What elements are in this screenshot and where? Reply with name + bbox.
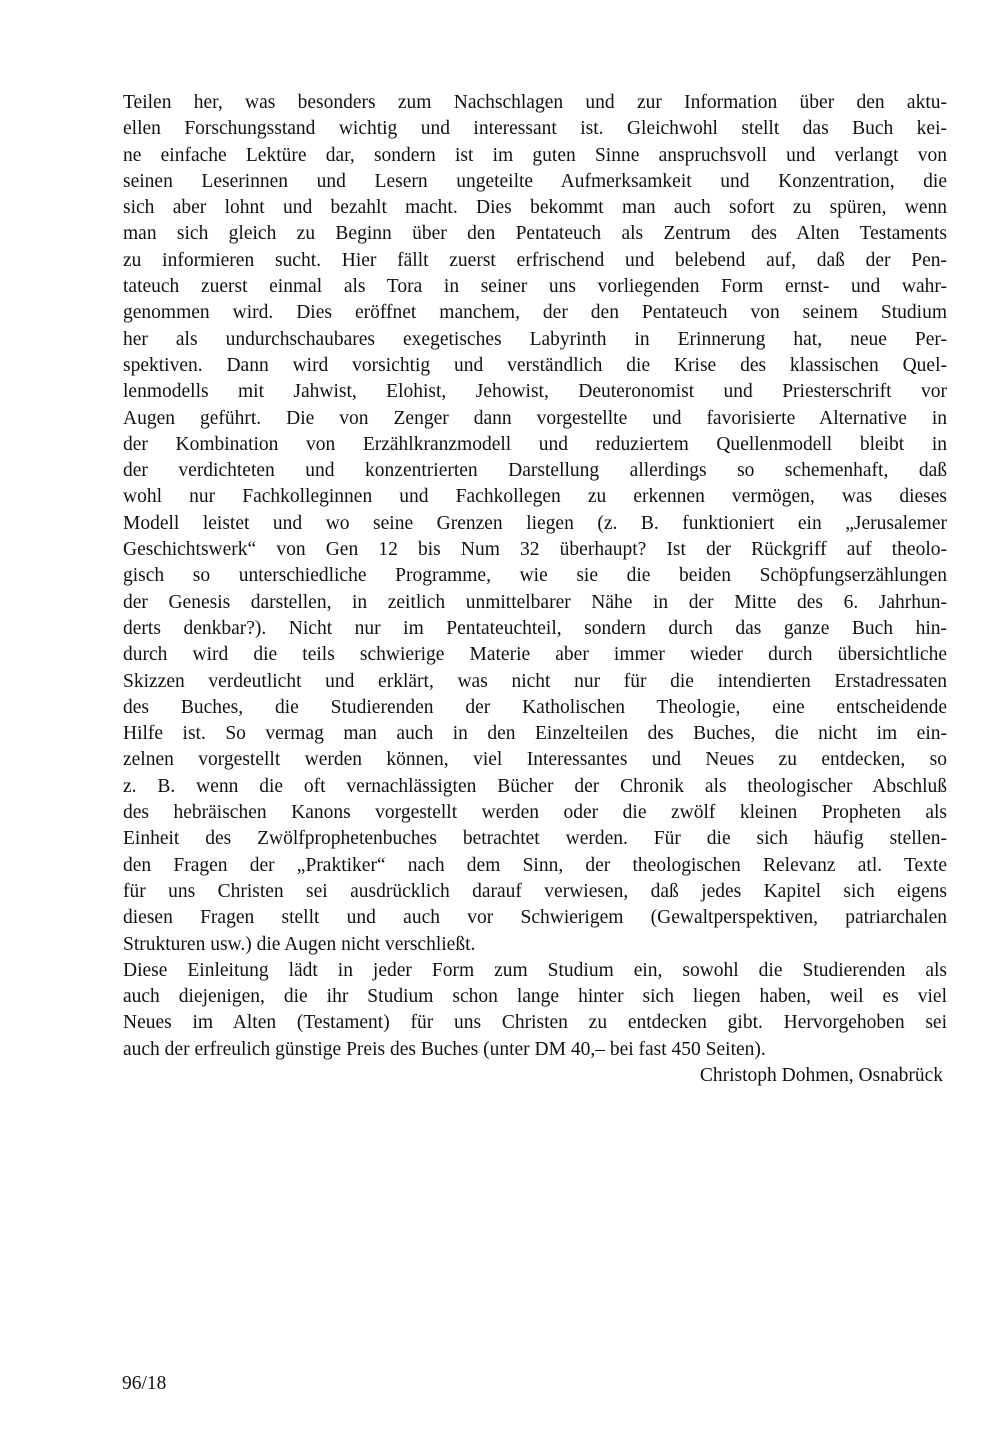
text-line: sich aber lohnt und bezahlt macht. Dies bekommt man auch sofort zu spüren, wenn bbox=[123, 197, 947, 219]
text-line: den Fragen der „Praktiker“ nach dem Sinn, der theologischen Relevanz atl. Texte bbox=[123, 854, 947, 876]
text-line: der verdichteten und konzentrierten Darstellung allerdings so schemenhaft, daß bbox=[123, 460, 947, 482]
text-line: durch wird die teils schwierige Materie aber immer wieder durch übersichtliche bbox=[123, 644, 947, 666]
text-line: seinen Leserinnen und Lesern ungeteilte Aufmerksamkeit und Konzentration, die bbox=[123, 170, 947, 192]
text-line: des Buches, die Studierenden der Katholischen Theologie, eine entscheidende bbox=[123, 696, 947, 718]
text-line: Teilen her, was besonders zum Nachschlagen und zur Information über den aktu- bbox=[123, 92, 947, 113]
text-line: derts denkbar?). Nicht nur im Pentateuchteil, sondern durch das ganze Buch hin- bbox=[123, 617, 947, 639]
text-line: Diese Einleitung lädt in jeder Form zum Studium ein, sowohl die Studierenden als bbox=[123, 959, 947, 981]
text-line: für uns Christen sei ausdrücklich darauf verwiesen, daß jedes Kapitel sich eigens bbox=[123, 880, 947, 902]
text-line: Hilfe ist. So vermag man auch in den Einzelteilen des Buches, die nicht im ein- bbox=[123, 723, 947, 745]
text-line: Einheit des Zwölfprophetenbuches betrachtet werden. Für die sich häufig stellen- bbox=[123, 828, 947, 850]
text-line: Augen geführt. Die von Zenger dann vorgestellte und favorisierte Alternative in bbox=[123, 407, 947, 429]
text-line: auch diejenigen, die ihr Studium schon lange hinter sich liegen haben, weil es viel bbox=[123, 986, 947, 1008]
text-line: genommen wird. Dies eröffnet manchem, der den Pentateuch von seinem Studium bbox=[123, 302, 947, 324]
text-line: Modell leistet und wo seine Grenzen liegen (z. B. funktioniert ein „Jerusalemer bbox=[123, 512, 947, 534]
review-text-block bbox=[123, 90, 947, 1089]
text-line: gisch so unterschiedliche Programme, wie sie die beiden Schöpfungserzählungen bbox=[123, 565, 947, 587]
paragraph-1 bbox=[123, 90, 947, 958]
text-line: z. B. wenn die oft vernachlässigten Bücher der Chronik als theologischer Abschluß bbox=[123, 775, 947, 797]
text-line: spektiven. Dann wird vorsichtig und verständlich die Krise des klassischen Quel- bbox=[123, 354, 947, 376]
text-line: auch der erfreulich günstige Preis des Buches (unter DM 40,– bei fast 450 Seiten). bbox=[123, 1038, 766, 1060]
text-line: Geschichtswerk“ von Gen 12 bis Num 32 überhaupt? Ist der Rückgriff auf theolo- bbox=[123, 539, 947, 561]
text-line: des hebräischen Kanons vorgestellt werden oder die zwölf kleinen Propheten als bbox=[123, 802, 947, 824]
text-line: diesen Fragen stellt und auch vor Schwierigem (Gewaltperspektiven, patriarchalen bbox=[123, 907, 947, 929]
text-line: wohl nur Fachkolleginnen und Fachkollegen zu erkennen vermögen, was dieses bbox=[123, 486, 947, 508]
text-line: der Genesis darstellen, in zeitlich unmittelbarer Nähe in der Mitte des 6. Jahrhun- bbox=[123, 591, 947, 613]
text-line: zu informieren sucht. Hier fällt zuerst erfrischend und belebend auf, daß der Pen- bbox=[123, 249, 947, 271]
page-number: 96/18 bbox=[122, 1373, 167, 1394]
text-line: tateuch zuerst einmal als Tora in seiner uns vorliegenden Form ernst- und wahr- bbox=[123, 276, 947, 298]
text-line: Skizzen verdeutlicht und erklärt, was nicht nur für die intendierten Erstadressaten bbox=[123, 670, 947, 692]
paragraph-2 bbox=[123, 958, 947, 1063]
text-line: lenmodells mit Jahwist, Elohist, Jehowist, Deuteronomist und Priesterschrift vor bbox=[123, 381, 947, 403]
text-line: man sich gleich zu Beginn über den Pentateuch als Zentrum des Alten Testaments bbox=[123, 223, 947, 245]
text-line: her als undurchschaubares exegetisches Labyrinth in Erinnerung hat, neue Per- bbox=[123, 328, 947, 350]
text-line: ellen Forschungsstand wichtig und interessant ist. Gleichwohl stellt das Buch kei- bbox=[123, 118, 947, 140]
text-line: ne einfache Lektüre dar, sondern ist im guten Sinne anspruchsvoll und verlangt von bbox=[123, 144, 947, 166]
text-line: Neues im Alten (Testament) für uns Christen zu entdecken gibt. Hervorgehoben sei bbox=[123, 1012, 947, 1034]
text-line: zelnen vorgestellt werden können, viel Interessantes und Neues zu entdecken, so bbox=[123, 749, 947, 771]
text-line: der Kombination von Erzählkranzmodell und reduziertem Quellenmodell bleibt in bbox=[123, 433, 947, 455]
author-signature: Christoph Dohmen, Osnabrück bbox=[699, 1064, 943, 1086]
text-line: Strukturen usw.) die Augen nicht verschließt. bbox=[123, 933, 476, 955]
